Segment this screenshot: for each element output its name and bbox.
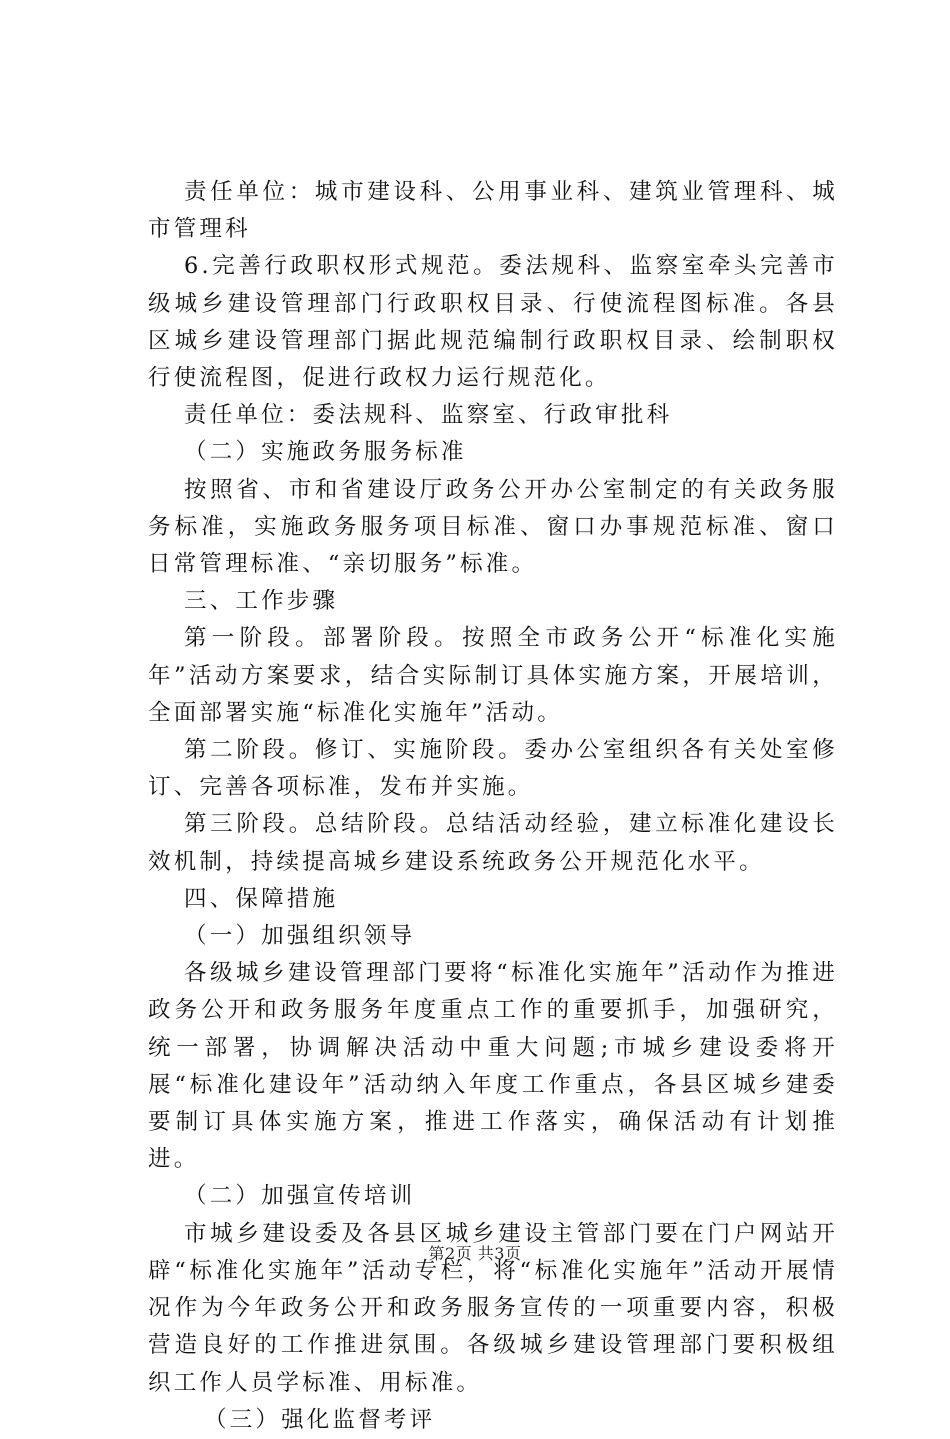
- stage-1-paragraph: 第一阶段。部署阶段。按照全市政务公开“标准化实施年”活动方案要求，结合实际制订具体实施方案，开展培训，全面部署实施“标准化实施年”活动。: [148, 625, 838, 726]
- leadership-paragraph: 各级城乡建设管理部门要将“标准化实施年”活动作为推进政务公开和政务服务年度重点工作的重要抓手，加强研究，统一部署，协调解决活动中重大问题;市城乡建设委将开展“标准化建设年”活动纳入年度工作重点，各县区城乡建委要制订具体实施方案，推进工作落实，确保活动有计划推进。: [148, 960, 838, 1173]
- subheading-publicity: （二）加强宣传培训: [184, 1183, 416, 1210]
- responsible-units-2: 责任单位：委法规科、监察室、行政审批科: [184, 402, 673, 429]
- item-6-paragraph: 6.完善行政职权形式规范。委法规科、监察室牵头完善市级城乡建设管理部门行政职权目录、行使流程图标准。各县区城乡建设管理部门据此规范编制行政职权目录、绘制职权行使流程图，促进行政权力运行规范化。: [148, 253, 838, 392]
- subheading-supervision: （三）强化监督考评: [204, 1406, 436, 1433]
- heading-work-steps: 三、工作步骤: [184, 588, 339, 615]
- stage-3-paragraph: 第三阶段。总结阶段。总结活动经验，建立标准化建设长效机制，持续提高城乡建设系统政务公开规范化水平。: [148, 811, 838, 875]
- heading-safeguards: 四、保障措施: [184, 885, 339, 912]
- page-footer: 第2页 共3页: [428, 1244, 522, 1263]
- responsible-units-1: 责任单位：城市建设科、公用事业科、建筑业管理科、城市管理科: [148, 179, 838, 243]
- subheading-service-standards: （二）实施政务服务标准: [184, 439, 467, 466]
- service-standards-paragraph: 按照省、市和省建设厅政务公开办公室制定的有关政务服务标准，实施政务服务项目标准、窗口办事规范标准、窗口日常管理标准、“亲切服务”标准。: [148, 476, 838, 578]
- publicity-paragraph: 市城乡建设委及各县区城乡建设主管部门要在门户网站开辟“标准化实施年”活动专栏，将“标准化实施年”活动开展情况作为今年政务公开和政务服务宣传的一项重要内容，积极营造良好的工作推进氛围。各级城乡建设管理部门要积极组织工作人员学标准、用标准。: [148, 1220, 838, 1396]
- stage-2-paragraph: 第二阶段。修订、实施阶段。委办公室组织各有关处室修订、完善各项标准，发布并实施。: [148, 737, 838, 801]
- subheading-leadership: （一）加强组织领导: [184, 923, 416, 950]
